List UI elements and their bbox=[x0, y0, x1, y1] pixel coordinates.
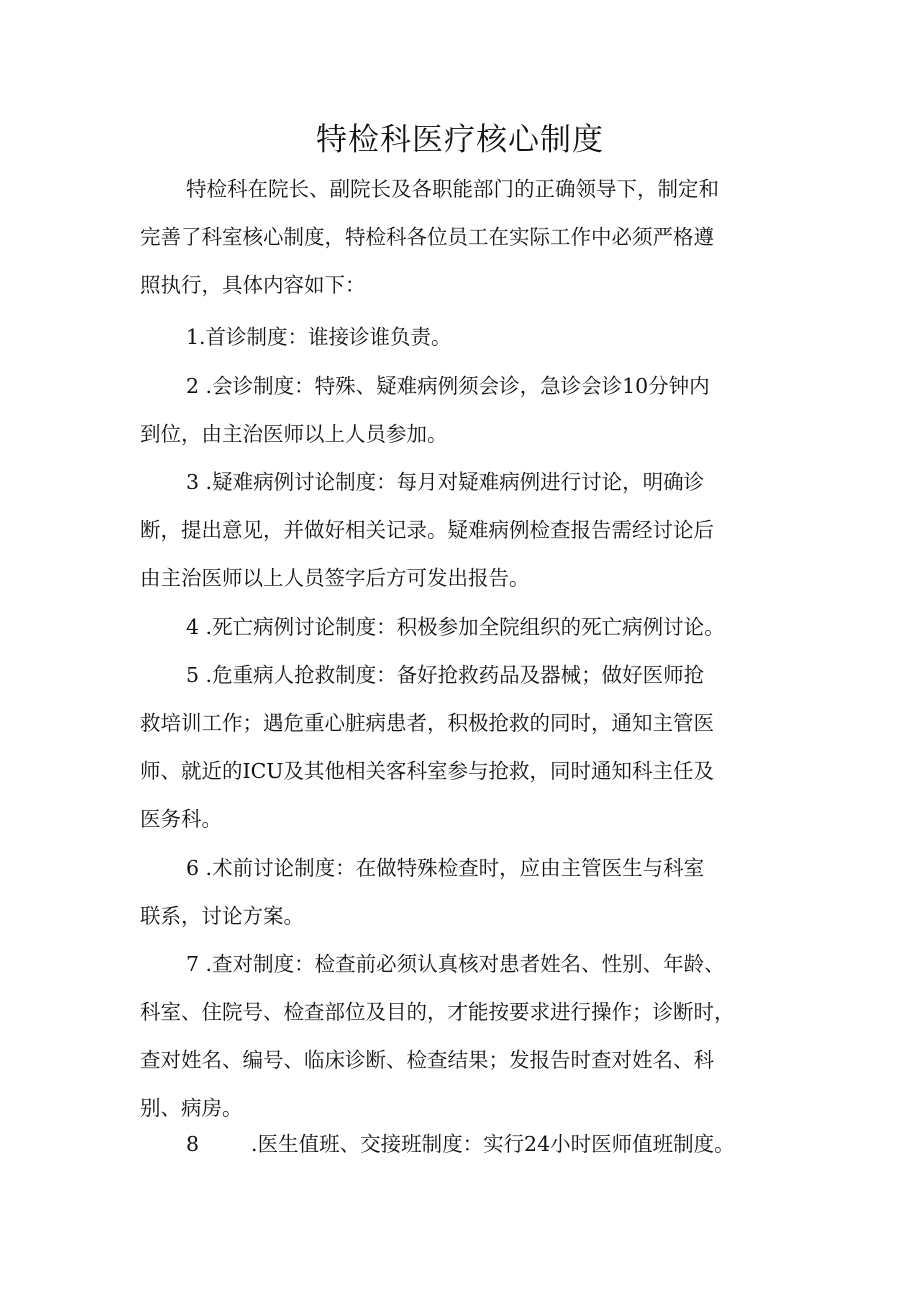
document-title: 特检科医疗核心制度 bbox=[316, 122, 604, 158]
rule-item-3: 3 .疑难病例讨论制度：每月对疑难病例进行讨论，明确诊 bbox=[186, 470, 705, 494]
paragraph-line: 完善了科室核心制度，特检科各位员工在实际工作中必须严格遵 bbox=[140, 225, 714, 249]
paragraph-line: 查对姓名、编号、临床诊断、检查结果；发报告时查对姓名、科 bbox=[140, 1048, 714, 1072]
paragraph-line: 特检科在院长、副院长及各职能部门的正确领导下，制定和 bbox=[186, 177, 719, 201]
paragraph-line: 别、病房。 bbox=[140, 1096, 243, 1120]
paragraph-line: 到位，由主治医师以上人员参加。 bbox=[140, 422, 448, 446]
rule-item-6: 6 .术前讨论制度：在做特殊检查时，应由主管医生与科室 bbox=[186, 856, 705, 880]
paragraph-line: 医务科。 bbox=[140, 807, 222, 831]
paragraph-line: 师、就近的ICU及其他相关客科室参与抢救，同时通知科主任及 bbox=[140, 759, 715, 783]
paragraph-line: 由主治医师以上人员签字后方可发出报告。 bbox=[140, 566, 530, 590]
rule-item-7: 7 .查对制度：检查前必须认真核对患者姓名、性别、年龄、 bbox=[186, 952, 725, 976]
paragraph-line: 救培训工作；遇危重心脏病患者，积极抢救的同时，通知主管医 bbox=[140, 711, 714, 735]
paragraph-line: 照执行，具体内容如下： bbox=[140, 273, 366, 297]
paragraph-line: 联系，讨论方案。 bbox=[140, 904, 304, 928]
rule-item-1: 1.首诊制度：谁接诊谁负责。 bbox=[186, 325, 452, 349]
rule-item-5: 5 .危重病人抢救制度：备好抢救药品及器械；做好医师抢 bbox=[186, 663, 705, 687]
paragraph-line: 断，提出意见，并做好相关记录。疑难病例检查报告需经讨论后 bbox=[140, 518, 714, 542]
paragraph-line: 科室、住院号、检查部位及目的，才能按要求进行操作；诊断时， bbox=[140, 1000, 735, 1024]
rule-item-8-text: .医生值班、交接班制度：实行24小时医师值班制度。 bbox=[251, 1132, 735, 1156]
rule-item-8 bbox=[186, 1129, 790, 1159]
rule-item-4: 4 .死亡病例讨论制度：积极参加全院组织的死亡病例讨论。 bbox=[186, 615, 725, 639]
rule-item-8-number: 8 bbox=[186, 1132, 200, 1156]
rule-item-2: 2 .会诊制度：特殊、疑难病例须会诊，急诊会诊10分钟内 bbox=[186, 374, 710, 398]
